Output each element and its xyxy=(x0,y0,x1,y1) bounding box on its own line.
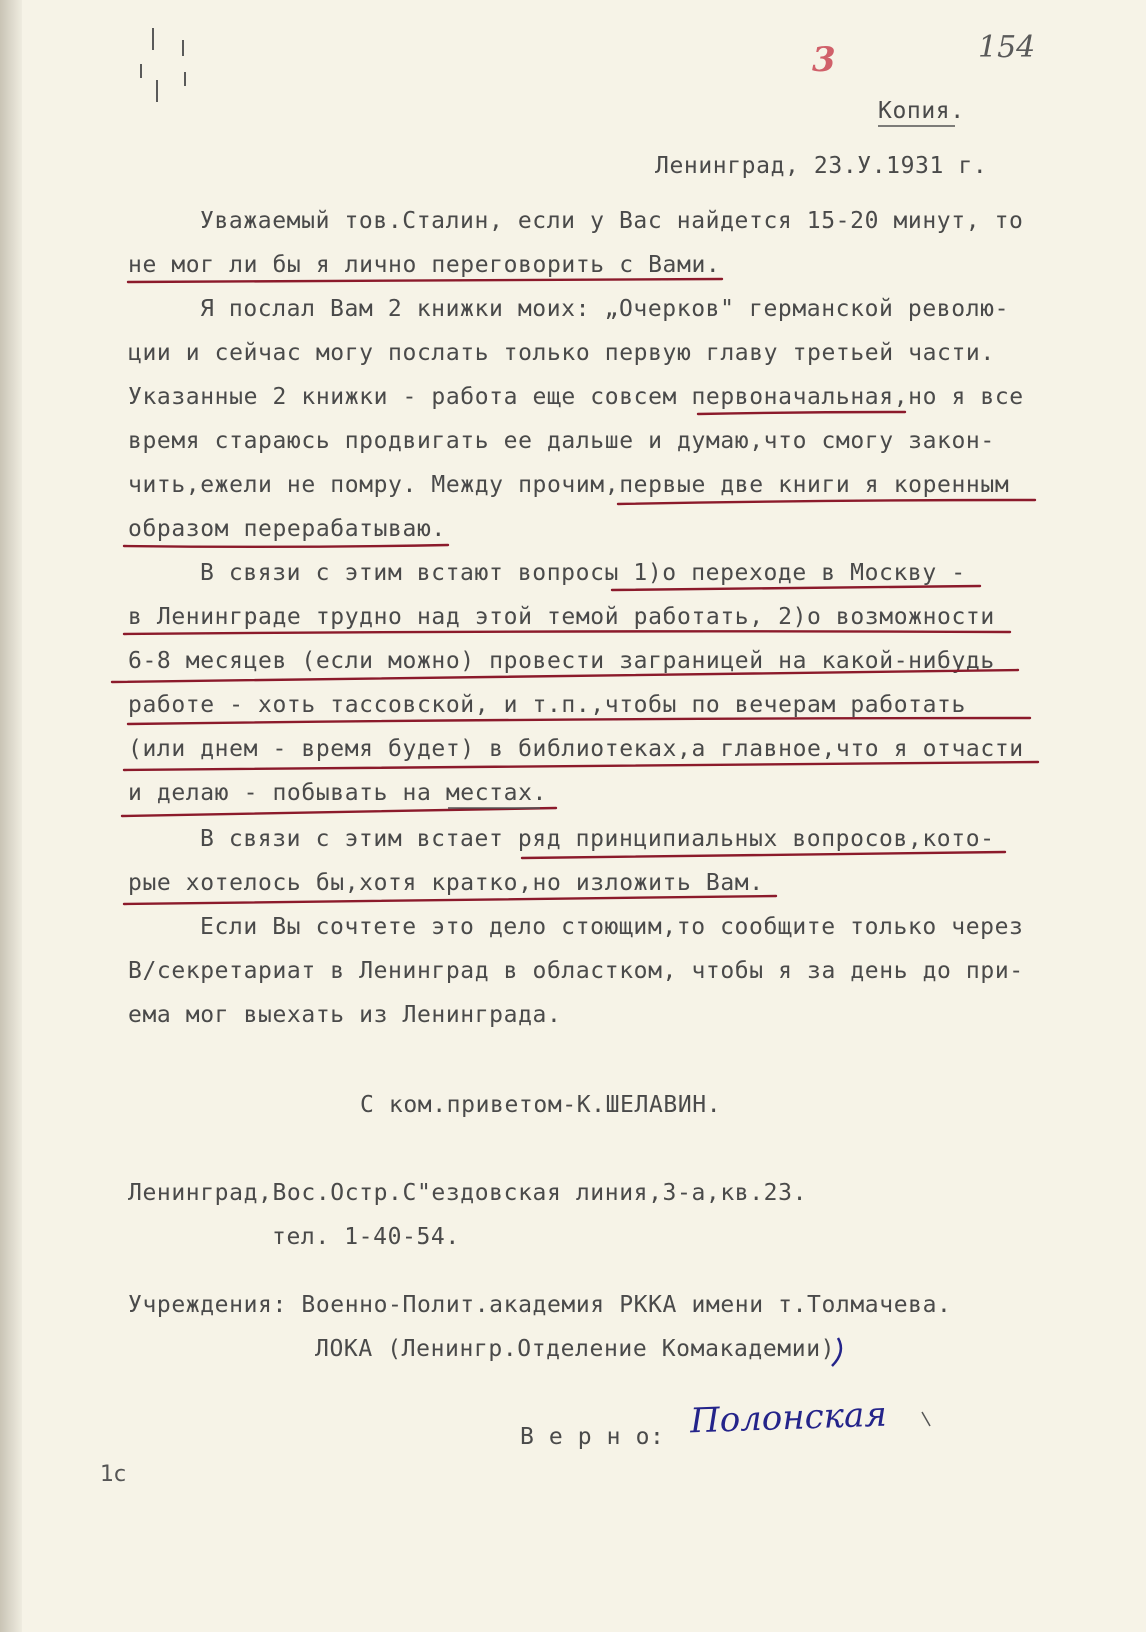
verified-label: В е р н о: xyxy=(520,1424,665,1450)
text-line: и делаю - побывать на местах. xyxy=(128,780,547,806)
text-line: В/секретариат в Ленинград в областком, чтобы я за день до при- xyxy=(128,958,1024,984)
text-line: В связи с этим встают вопросы 1)о переходе в Москву - xyxy=(200,560,966,586)
text-line: В связи с этим встает ряд принципиальных вопросов,кото- xyxy=(200,826,995,852)
text-line: Уважаемый тов.Сталин, если у Вас найдется 15-20 минут, то xyxy=(200,208,1024,234)
text-line: Если Вы сочтете это дело стоющим,то сообщите только через xyxy=(200,914,1024,940)
address-line: Ленинград,Вос.Остр.С"ездовская линия,3-а,кв.23. xyxy=(128,1180,808,1206)
signature-line: С ком.приветом-К.ШЕЛАВИН. xyxy=(360,1092,722,1118)
text-line: не мог ли бы я лично переговорить с Вами. xyxy=(128,252,721,278)
text-line: ции и сейчас могу послать только первую главу третьей части. xyxy=(128,340,995,366)
text-line: чить,ежели не помру. Между прочим,первые две книги я коренным xyxy=(128,472,1010,498)
phone-line: тел. 1-40-54. xyxy=(272,1224,460,1250)
copy-label: Копия. xyxy=(878,98,965,124)
page-edge-shadow xyxy=(0,0,22,1632)
red-pencil-mark: 3 xyxy=(812,40,836,80)
binding-mark xyxy=(184,72,186,86)
text-line: в Ленинграде трудно над этой темой работать, 2)о возможности xyxy=(128,604,995,630)
binding-mark xyxy=(140,64,142,78)
text-line: 6-8 месяцев (если можно) провести заграницей на какой-нибудь xyxy=(128,648,995,674)
binding-mark xyxy=(182,40,184,56)
footer-mark: 1с xyxy=(100,1462,127,1487)
text-line: работе - хоть тассовской, и т.п.,чтобы по вечерам работать xyxy=(128,692,966,718)
archive-page-number: 154 xyxy=(978,30,1036,65)
binding-mark xyxy=(152,28,154,50)
text-line: (или днем - время будет) в библиотеках,а главное,что я отчасти xyxy=(128,736,1024,762)
binding-mark xyxy=(156,80,158,102)
text-line: Указанные 2 книжки - работа еще совсем первоначальная,но я все xyxy=(128,384,1024,410)
institution-line: ЛОКА (Ленингр.Отделение Комакадемии) xyxy=(315,1336,836,1362)
text-line: ема мог выехать из Ленинграда. xyxy=(128,1002,562,1028)
text-line: Я послал Вам 2 книжки моих: „Очерков" германской револю- xyxy=(200,296,1010,322)
document-page xyxy=(18,0,1146,1632)
verified-signature: Полонская xyxy=(689,1394,888,1442)
institution-line: Учреждения: Военно-Полит.академия РККА имени т.Толмачева. xyxy=(128,1292,952,1318)
date-line: Ленинград, 23.У.1931 г. xyxy=(655,153,988,179)
text-line: образом перерабатываю. xyxy=(128,516,446,542)
text-line: рые хотелось бы,хотя кратко,но изложить Вам. xyxy=(128,870,764,896)
text-line: время стараюсь продвигать ее дальше и думаю,что смогу закон- xyxy=(128,428,995,454)
